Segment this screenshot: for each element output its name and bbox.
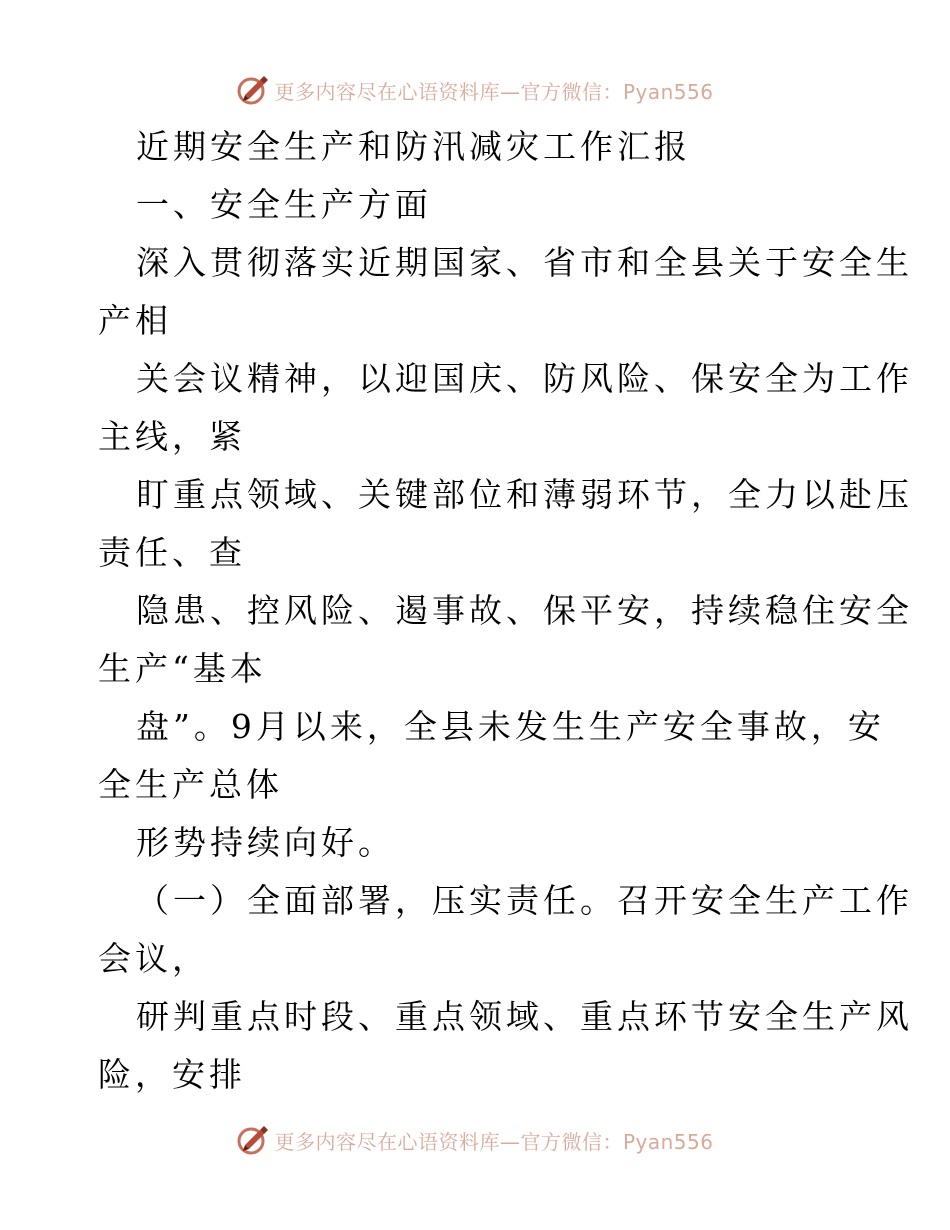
watermark-header	[0, 70, 950, 110]
paragraph-line: 盯重点领域、关键部位和薄弱环节，全力以赴压	[136, 475, 913, 514]
pen-logo-icon	[236, 1123, 270, 1157]
paragraph-line: 研判重点时段、重点领域、重点环节安全生产风	[136, 997, 913, 1036]
paragraph-line: 盘”。9月以来，全县未发生生产安全事故，安	[136, 707, 885, 746]
paragraph-line: 隐患、控风险、遏事故、保平安，持续稳住安全	[136, 591, 913, 630]
paragraph-line: 主线，紧	[98, 417, 246, 456]
section-heading: 一、安全生产方面	[136, 185, 432, 224]
paragraph-line: 深入贯彻落实近期国家、省市和全县关于安全生	[136, 243, 913, 282]
watermark-text: 更多内容尽在心语资料库—官方微信：Pyan556	[274, 1129, 714, 1154]
watermark-footer	[0, 1120, 950, 1160]
paragraph-line: 险，安排	[98, 1055, 246, 1094]
document-body	[98, 118, 913, 1104]
paragraph-line: 生产“基本	[98, 649, 267, 688]
watermark-text: 更多内容尽在心语资料库—官方微信：Pyan556	[274, 79, 714, 104]
paragraph-line: 形势持续向好。	[136, 823, 395, 862]
paragraph-line: 关会议精神，以迎国庆、防风险、保安全为工作	[136, 359, 913, 398]
paragraph-line: 全生产总体	[98, 765, 283, 804]
subsection-line: （一）全面部署，压实责任。召开安全生产工作	[136, 881, 913, 920]
paragraph-line: 会议，	[98, 939, 209, 978]
paragraph-line: 产相	[98, 301, 172, 340]
document-title: 近期安全生产和防汛减灾工作汇报	[136, 127, 691, 166]
paragraph-line: 责任、查	[98, 533, 246, 572]
pen-logo-icon	[236, 73, 270, 107]
